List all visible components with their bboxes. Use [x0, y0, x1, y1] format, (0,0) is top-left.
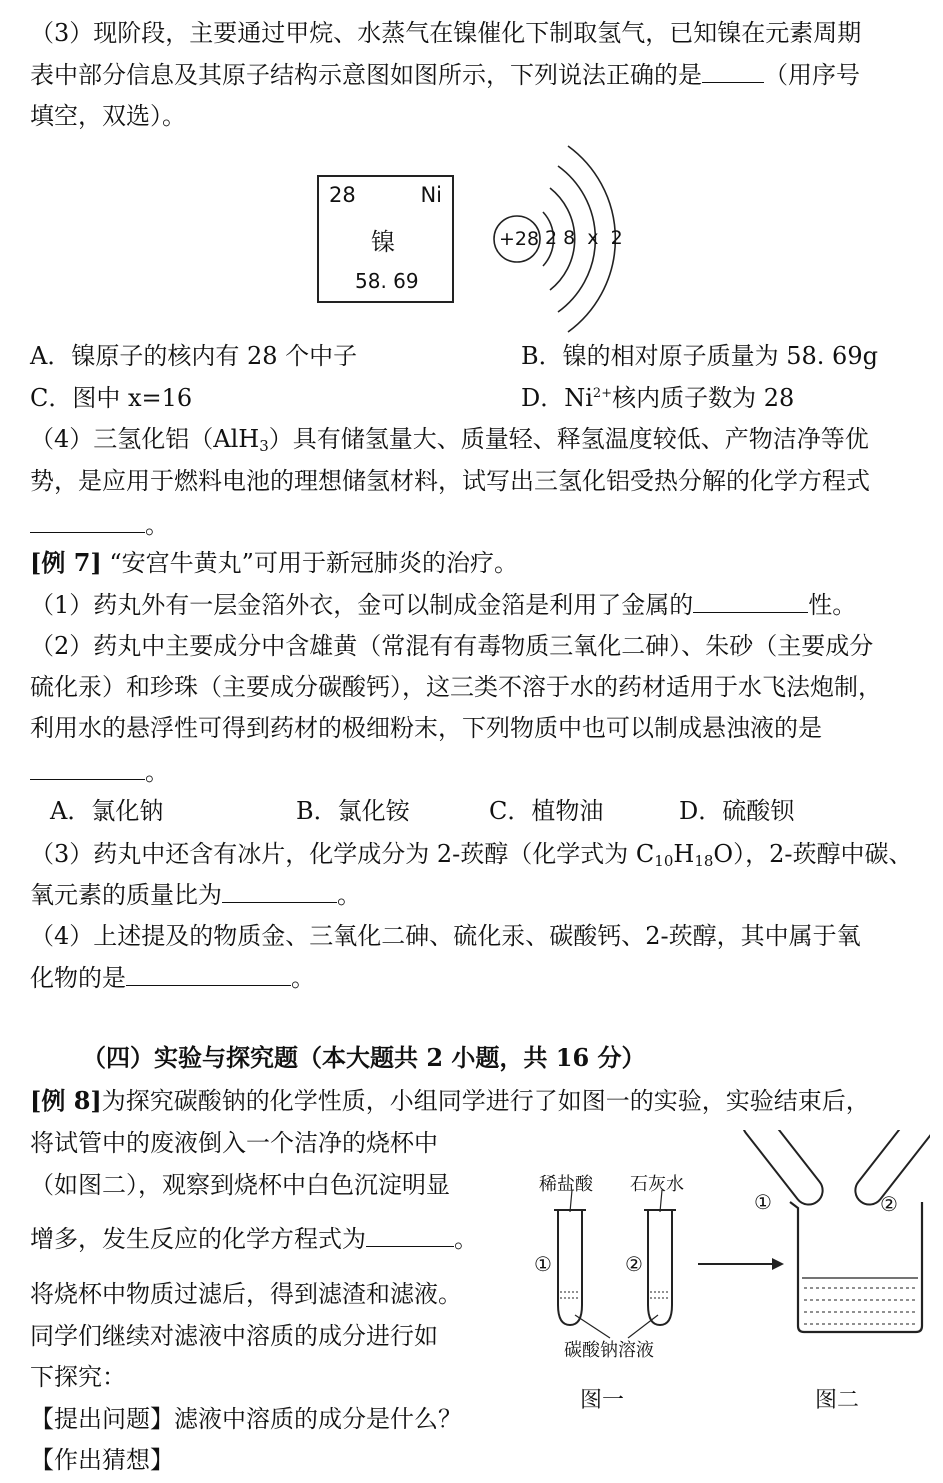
- ex7-tag: [例 7]: [30, 548, 102, 577]
- ex7-q3-text: （3）药丸中还含有冰片，化学成分为 2-莰醇（化学式为 C: [30, 840, 655, 868]
- q4-line1-tail: ）具有储氢量大、质量轻、释氢温度较低、产物洁净等优: [268, 425, 869, 453]
- test-tube-2: [648, 1210, 672, 1325]
- element-name: 镍: [371, 228, 395, 256]
- label-beaker-tube-1: ①: [754, 1190, 772, 1214]
- ex8-line9: 【作出猜想】: [30, 1446, 174, 1474]
- formula-subscript: 18: [694, 852, 714, 870]
- label-beaker-tube-2: ②: [880, 1192, 898, 1216]
- q4-line1: [30, 424, 869, 454]
- ex7-q2-line1: （2）药丸中主要成分中含雄黄（常混有有毒物质三氧化二砷）、朱砂（主要成分: [30, 632, 874, 660]
- figure-2-caption: 图二: [815, 1388, 860, 1413]
- ex7-intro-text: “安宫牛黄丸”可用于新冠肺炎的治疗。: [109, 549, 518, 577]
- ex7-q4-end: 。: [291, 964, 315, 992]
- shell-electrons: 2 8 x 2: [545, 227, 623, 249]
- answer-blank[interactable]: [30, 510, 145, 533]
- ex8-line6: 同学们继续对滤液中溶质的成分进行如: [30, 1322, 438, 1350]
- label-hydrochloric-acid: 稀盐酸: [539, 1174, 593, 1195]
- q3-option-b: B．镍的相对原子质量为 58. 69g: [521, 342, 878, 370]
- ex7-q4-line2-text: 化物的是: [30, 964, 126, 992]
- ex7-q3-end: 。: [337, 881, 361, 909]
- ex7-q1-tail: 性。: [808, 591, 857, 619]
- ex7-q3-line2-text: 氧元素的质量比为: [30, 881, 222, 909]
- ex7-option-d: D．硫酸钡: [679, 797, 795, 825]
- answer-blank[interactable]: [30, 757, 145, 780]
- label-tube-2: ②: [625, 1252, 643, 1276]
- formula-subscript: 10: [654, 852, 674, 870]
- section-heading: （四）实验与探究题（本大题共 2 小题，共 16 分）: [82, 1043, 646, 1072]
- q4-line1-text: （4）三氢化铝（AlH: [30, 425, 260, 453]
- atomic-number: 28: [329, 183, 356, 207]
- atomic-mass: 58. 69: [355, 269, 419, 293]
- q4-line3-tail: 。: [145, 511, 169, 539]
- ex7-q1-text: （1）药丸外有一层金箔外衣，金可以制成金箔是利用了金属的: [30, 591, 694, 619]
- q4-line3: [30, 510, 169, 540]
- answer-blank[interactable]: [702, 60, 764, 83]
- q3-option-a: A．镍原子的核内有 28 个中子: [30, 342, 358, 370]
- ion-charge: 2+: [592, 386, 613, 401]
- ex7-q2-end: 。: [145, 758, 169, 786]
- label-tube-1: ①: [534, 1252, 552, 1276]
- tilted-tube-1: [737, 1130, 828, 1210]
- ex7-q3-line2: [30, 880, 361, 910]
- ex7-intro: [30, 548, 518, 578]
- q3-line2-text: 表中部分信息及其原子结构示意图如图所示，下列说法正确的是: [30, 61, 702, 89]
- ex7-q4-line2: [30, 963, 315, 993]
- figure-1-caption: 图一: [580, 1388, 625, 1413]
- ex8-line5: 将烧杯中物质过滤后，得到滤渣和滤液。: [30, 1280, 462, 1308]
- q3-line2: [30, 60, 860, 90]
- ex8-line2: 将试管中的废液倒入一个洁净的烧杯中: [30, 1129, 438, 1157]
- answer-blank[interactable]: [366, 1224, 454, 1247]
- formula-subscript: 3: [259, 437, 269, 455]
- ex7-q1: [30, 590, 856, 620]
- q3-option-d-tail: 核内质子数为 28: [612, 384, 795, 412]
- ex7-q3-line1: [30, 839, 912, 869]
- answer-blank[interactable]: [693, 590, 808, 613]
- test-tube-1: [558, 1210, 582, 1325]
- q3-option-c: C．图中 x=16: [30, 384, 193, 412]
- ex7-option-b: B．氯化铵: [296, 797, 410, 825]
- ex8-line4-end: 。: [454, 1225, 478, 1253]
- answer-blank[interactable]: [222, 880, 337, 903]
- q3-line1: （3）现阶段，主要通过甲烷、水蒸气在镍催化下制取氢气，已知镍在元素周期: [30, 19, 862, 47]
- label-limewater: 石灰水: [630, 1174, 684, 1195]
- q4-line2: 势，是应用于燃料电池的理想储氢材料，试写出三氢化铝受热分解的化学方程式: [30, 467, 870, 495]
- ex7-option-c: C．植物油: [489, 797, 604, 825]
- ex7-q2-line3: 利用水的悬浮性可得到药材的极细粉末，下列物质中也可以制成悬浊液的是: [30, 714, 822, 742]
- q3-option-d-text: D．Ni: [521, 384, 593, 412]
- ex8-line7: 下探究：: [30, 1363, 126, 1391]
- q3-option-d: [521, 383, 794, 413]
- element-card: [317, 175, 454, 303]
- answer-blank[interactable]: [126, 963, 291, 986]
- ex7-q3-tail: O），2-莰醇中碳、: [713, 840, 913, 868]
- ex8-line1-text: 为探究碳酸钠的化学性质，小组同学进行了如图一的实验，实验结束后，: [101, 1087, 870, 1115]
- ex8-line4: [30, 1224, 478, 1254]
- experiment-figure: [520, 1130, 930, 1370]
- q3-line3: 填空，双选）。: [30, 102, 186, 130]
- ex8-tag: [例 8]: [30, 1086, 102, 1115]
- ex8-line1: [30, 1086, 870, 1116]
- ex7-q4-line1: （4）上述提及的物质金、三氧化二砷、硫化汞、碳酸钙、2-莰醇，其中属于氧: [30, 922, 861, 950]
- ex8-line3: （如图二），观察到烧杯中白色沉淀明显: [30, 1171, 450, 1199]
- label-sodium-carbonate: 碳酸钠溶液: [564, 1340, 654, 1361]
- q3-line2-tail: （用序号: [764, 61, 860, 89]
- ex8-line4-text: 增多，发生反应的化学方程式为: [30, 1225, 366, 1253]
- ex7-q2-line2: 硫化汞）和珍珠（主要成分碳酸钙），这三类不溶于水的药材适用于水飞法炮制，: [30, 673, 882, 701]
- element-symbol: Ni: [420, 183, 442, 207]
- nucleus-charge: +28: [499, 228, 540, 250]
- formula-element: H: [673, 840, 695, 868]
- ex7-option-a: A．氯化钠: [50, 797, 164, 825]
- ex8-line8: 【提出问题】滤液中溶质的成分是什么？: [30, 1405, 462, 1433]
- ex7-q2-line4: [30, 757, 169, 787]
